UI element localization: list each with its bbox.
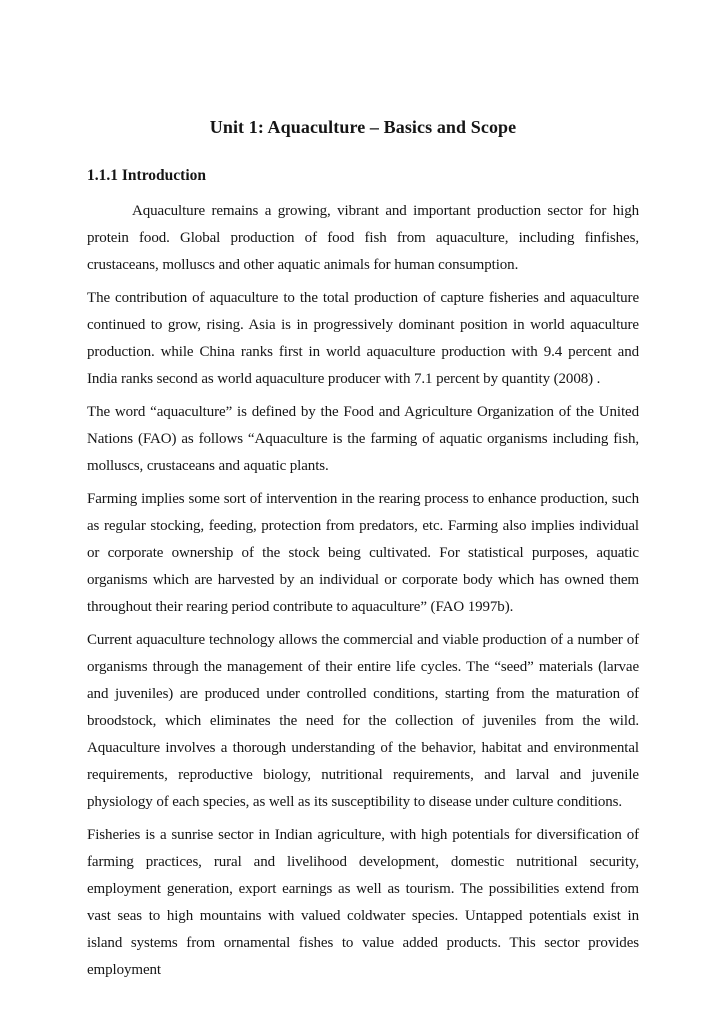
paragraph-farming-implies: Farming implies some sort of intervention in the rearing process to enhance production, such as regular stocking, feeding, protection from predators, etc. Farming also implies individual or corporate ownership of the stock being cultivated. For statistical purposes, aquatic organisms which are harvested by an individual or corporate body which has owned them throughout their rearing period contribute to aquaculture” (FAO 1997b).	[87, 491, 639, 615]
paragraph-fao-definition: The word “aquaculture” is defined by the Food and Agriculture Organization of the United Nations (FAO) as follows “Aquaculture is the farming of aquatic organisms including fish, molluscs, crustaceans and aquatic plants.	[87, 404, 639, 474]
document-content	[87, 116, 639, 984]
paragraph-aquaculture-overview: Aquaculture remains a growing, vibrant and important production sector for high protein food. Global production of food fish from aquaculture, including finfishes, crustaceans, molluscs and other aquatic animals for human consumption.	[87, 203, 639, 273]
section-heading-introduction: 1.1.1 Introduction	[87, 167, 206, 184]
paragraph-current-technology: Current aquaculture technology allows the commercial and viable production of a number of organisms through the management of their entire life cycles. The “seed” materials (larvae and juveniles) are produced under controlled conditions, starting from the maturation of broodstock, which eliminates the need for the collection of juveniles from the wild. Aquaculture involves a thorough understanding of the behavior, habitat and environmental requirements, reproductive biology, nutritional requirements, and larval and juvenile physiology of each species, as well as its susceptibility to disease under culture conditions.	[87, 632, 639, 810]
paragraph-contribution-statistics: The contribution of aquaculture to the total production of capture fisheries and aquaculture continued to grow, rising. Asia is in progressively dominant position in world aquaculture production. while China ranks first in world aquaculture production with 9.4 percent and India ranks second as world aquaculture producer with 7.1 percent by quantity (2008) .	[87, 290, 639, 387]
paragraph-fisheries-sunrise-sector: Fisheries is a sunrise sector in Indian agriculture, with high potentials for diversification of farming practices, rural and livelihood development, domestic nutritional security, employment generation, export earnings as well as tourism. The possibilities extend from vast seas to high mountains with valued coldwater species. Untapped potentials exist in island systems from ornamental fishes to value added products. This sector provides employment	[87, 827, 639, 978]
document-title: Unit 1: Aquaculture – Basics and Scope	[209, 117, 517, 137]
